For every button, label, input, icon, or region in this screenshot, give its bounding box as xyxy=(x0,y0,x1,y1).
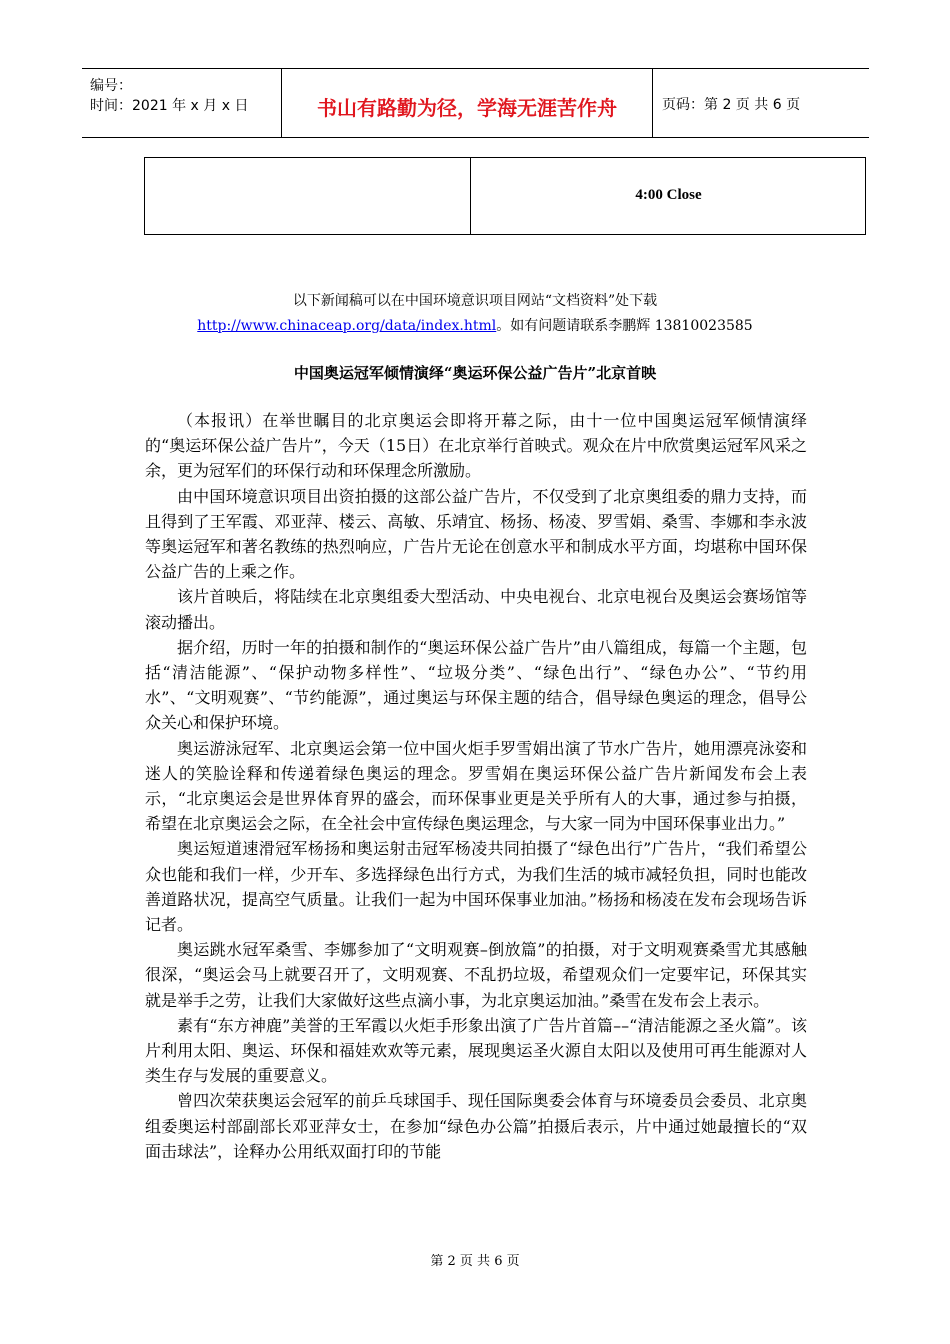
header-meta xyxy=(82,69,282,137)
contact-text: 。如有问题请联系李鹏辉 13810023585 xyxy=(496,318,753,334)
close-time-text: 4:00 Close xyxy=(635,187,702,203)
paragraph: 由中国环境意识项目出资拍摄的这部公益广告片，不仅受到了北京奥组委的鼎力支持，而且得到了王军霞、邓亚萍、楼云、高敏、乐靖宜、杨扬、杨凌、罗雪娟、桑雪、李娜和李永波等奥运冠军和著名教练的热烈响应，广告片无论在创意水平和制成水平方面，均堪称中国环保公益广告的上乘之作。 xyxy=(145,486,807,582)
schedule-table xyxy=(144,157,866,235)
page-info: 页码：第 2 页 共 6 页 xyxy=(662,97,801,113)
header-motto-cell xyxy=(281,69,653,137)
table-cell-right xyxy=(470,158,866,234)
paragraph: 据介绍，历时一年的拍摄和制作的“奥运环保公益广告片”由八篇组成，每篇一个主题，包括“清洁能源”、“保护动物多样性”、“垃圾分类”、“绿色出行”、“绿色办公”、“节约用水”、“文明观赛”、“节约能源”，通过奥运与环保主题的结合，倡导绿色奥运的理念，倡导公众关心和保护环境。 xyxy=(145,637,807,733)
paragraph: 曾四次荣获奥运会冠军的前乒乓球国手、现任国际奥委会体育与环境委员会委员、北京奥组委奥运村部副部长邓亚萍女士，在参加“绿色办公篇”拍摄后表示，片中通过她最擅长的“双面击球法”，诠释办公用纸双面打印的节能 xyxy=(145,1091,807,1161)
paragraph: （本报讯）在举世瞩目的北京奥运会即将开幕之际，由十一位中国奥运冠军倾情演绎的“奥运环保公益广告片”，今天（15日）在北京举行首映式。观众在片中欣赏奥运冠军风采之余，更为冠军们的环保行动和环保理念所激励。 xyxy=(145,411,807,481)
paragraph: 奥运短道速滑冠军杨扬和奥运射击冠军杨凌共同拍摄了“绿色出行”广告片，“我们希望公众也能和我们一样，少开车、多选择绿色出行方式，为我们生活的城市减轻负担，同时也能改善道路状况，提高空气质量。让我们一起为中国环保事业加油。”杨扬和杨凌在发布会现场告诉记者。 xyxy=(145,839,807,935)
project-website-link[interactable]: http://www.chinaceap.org/data/index.html xyxy=(197,318,497,334)
paragraph: 奥运跳水冠军桑雪、李娜参加了“文明观赛–倒放篇”的拍摄，对于文明观赛桑雪尤其感触很深，“奥运会马上就要召开了，文明观赛、不乱扔垃圾，希望观众们一定要牢记，环保其实就是举手之劳，让我们大家做好这些点滴小事，为北京奥运加油。”桑雪在发布会上表示。 xyxy=(145,940,807,1010)
page-footer: 第 2 页 共 6 页 xyxy=(430,1254,520,1269)
paragraph: 素有“东方神鹿”美誉的王军霞以火炬手形象出演了广告片首篇––“清洁能源之圣火篇”。该片利用太阳、奥运、环保和福娃欢欢等元素，展现奥运圣火源自太阳以及使用可再生能源对人类生存与发展的重要意义。 xyxy=(145,1015,807,1086)
motto-text: 书山有路勤为径，学海无涯苦作舟 xyxy=(317,96,617,120)
number-label: 编号： xyxy=(90,78,132,94)
article-title: 中国奥运冠军倾情演绎“奥运环保公益广告片”北京首映 xyxy=(293,364,657,382)
date-line: 时间：2021 年 x 月 x 日 xyxy=(90,98,249,114)
download-notice: 以下新闻稿可以在中国环境意识项目网站“文档资料”处下载 xyxy=(292,293,658,309)
document-header xyxy=(82,68,869,138)
paragraph: 奥运游泳冠军、北京奥运会第一位中国火炬手罗雪娟出演了节水广告片，她用漂亮泳姿和迷人的笑脸诠释和传递着绿色奥运的理念。罗雪娟在奥运环保公益广告片新闻发布会上表示，“北京奥运会是世界体育界的盛会，而环保事业更是关乎所有人的大事，通过参与拍摄，希望在北京奥运会之际，在全社会中宣传绿色奥运理念，与大家一同为中国环保事业出力。” xyxy=(145,738,807,834)
paragraph: 该片首映后，将陆续在北京奥组委大型活动、中央电视台、北京电视台及奥运会赛场馆等滚动播出。 xyxy=(145,587,807,632)
article-body xyxy=(145,408,807,1164)
notice-link-line xyxy=(0,315,950,335)
